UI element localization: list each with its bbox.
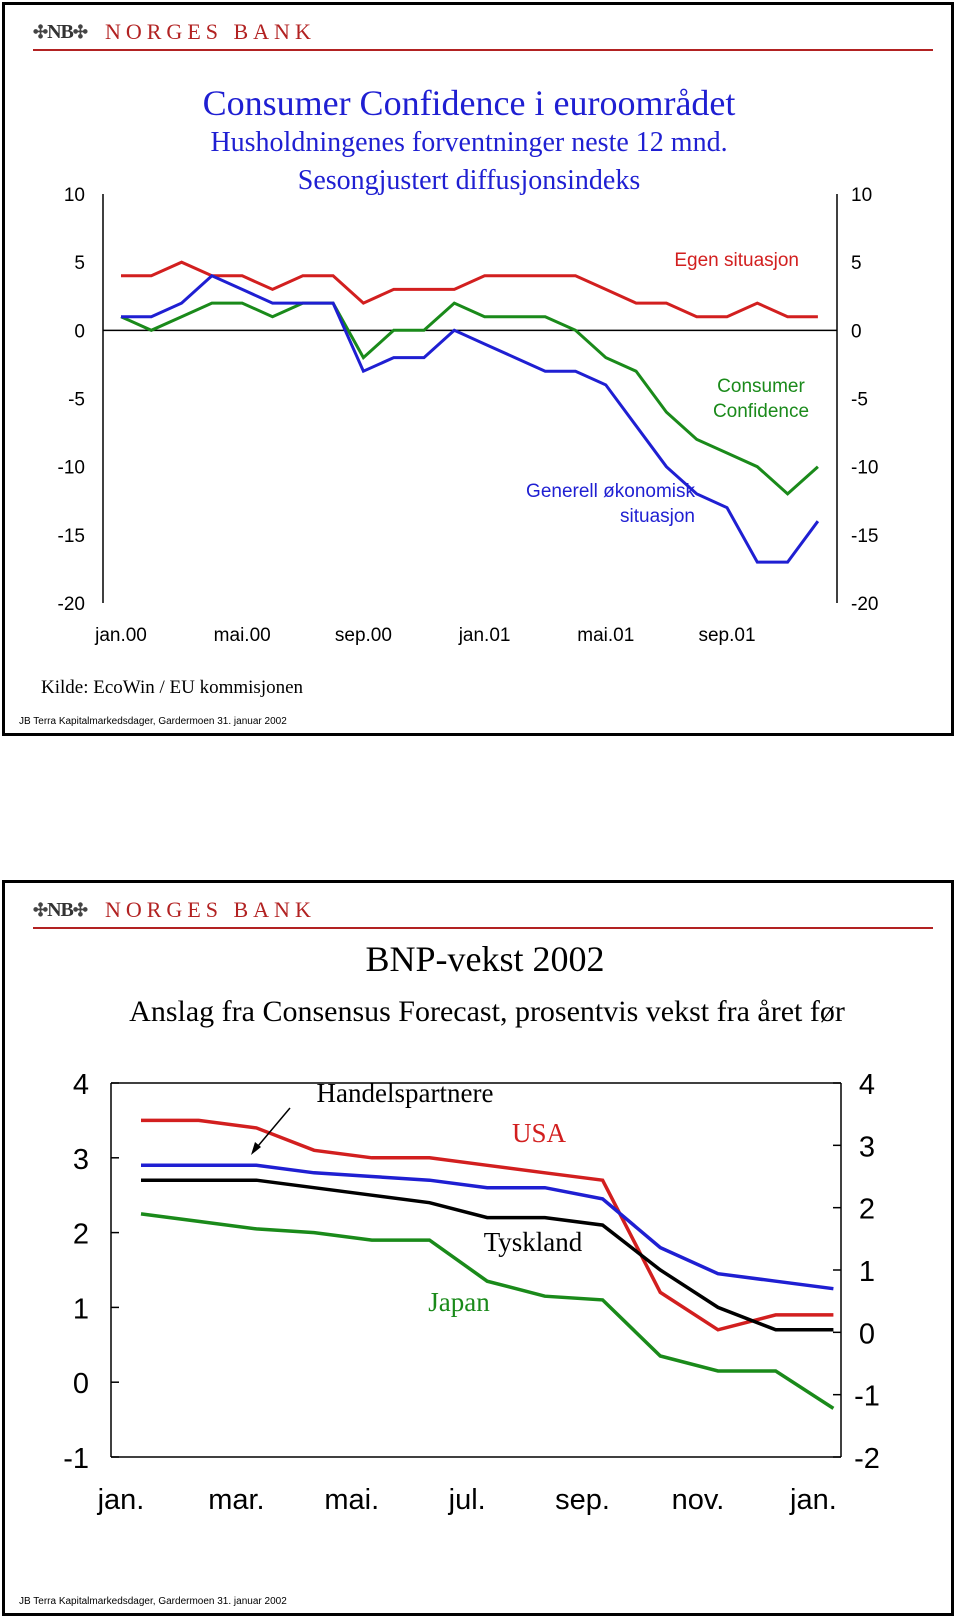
y-tick-label-right: 2 <box>858 1193 876 1226</box>
y-tick-label-right: 3 <box>858 1131 876 1164</box>
label-confidence: Confidence <box>712 401 810 422</box>
x-tick-label: sep.01 <box>698 625 756 646</box>
y-tick-label-right: 0 <box>858 1318 876 1351</box>
x-tick-label: mai.01 <box>577 625 635 646</box>
y-tick-label-right: -15 <box>851 525 879 547</box>
label-egen-situasjon: Egen situasjon <box>674 250 799 271</box>
label-consumer: Consumer <box>717 376 805 397</box>
x-tick-label: mar. <box>208 1484 265 1516</box>
slide-bnp-vekst <box>2 880 954 1616</box>
y-tick-label-right: -20 <box>851 594 879 615</box>
nb-logo-mark: ✣NB✣ <box>33 20 87 43</box>
chart-subtitle: Anslag fra Consensus Forecast, prosentvis vekst fra året før <box>129 995 845 1028</box>
label-situasjon: situasjon <box>620 506 695 527</box>
x-tick-label: jan. <box>790 1484 837 1516</box>
logo-text: NORGES BANK <box>104 19 316 44</box>
chart-title: Consumer Confidence i euroområdet <box>202 83 736 123</box>
bnp-vekst-chart <box>5 883 951 1613</box>
label-handelspartnere: Handelspartnere <box>316 1078 494 1108</box>
x-tick-label: mai. <box>324 1484 380 1516</box>
y-tick-label-left: 0 <box>72 1368 89 1401</box>
y-tick-label-left: -10 <box>57 457 85 479</box>
consumer-confidence-chart <box>5 5 951 733</box>
label-japan: Japan <box>428 1287 490 1317</box>
x-tick-label: jan.01 <box>458 625 511 646</box>
x-tick-label: jan.00 <box>95 625 147 646</box>
label-tyskland: Tyskland <box>483 1227 583 1257</box>
y-tick-label-right: 4 <box>858 1069 876 1101</box>
chart-subtitle-line-2: Sesongjustert diffusjonsindeks <box>297 165 641 196</box>
y-tick-label-left: 4 <box>72 1069 89 1101</box>
chart-source: Kilde: EcoWin / EU kommisjonen <box>41 677 304 698</box>
label-usa: USA <box>511 1118 567 1148</box>
y-tick-label-left: 10 <box>63 185 85 206</box>
slide-consumer-confidence <box>2 2 954 736</box>
x-tick-label: sep. <box>555 1484 611 1516</box>
x-tick-label: jan. <box>97 1484 145 1516</box>
y-tick-label-left: 0 <box>74 321 85 343</box>
chart-title: BNP-vekst 2002 <box>365 939 605 979</box>
nb-logo-mark: ✣NB✣ <box>33 898 87 921</box>
label-generell-okonomisk: Generell økonomisk <box>526 481 695 502</box>
series-line-consumer-confidence <box>121 303 818 494</box>
y-tick-label-right: -5 <box>851 389 868 411</box>
x-tick-label: nov. <box>671 1484 725 1516</box>
footer-text: JB Terra Kapitalmarkedsdager, Gardermoen 31. januar 2002 <box>19 1596 287 1607</box>
y-tick-label-right: -10 <box>851 457 879 479</box>
y-tick-label-left: -20 <box>57 594 85 615</box>
y-tick-label-left: 1 <box>72 1293 89 1326</box>
x-tick-label: mai.00 <box>213 625 271 646</box>
y-tick-label-right: 1 <box>858 1256 876 1288</box>
y-tick-label-left: -1 <box>63 1443 89 1475</box>
y-tick-label-right: 5 <box>851 253 862 275</box>
y-tick-label-right: -2 <box>854 1443 880 1475</box>
y-tick-label-left: 5 <box>74 253 85 275</box>
x-tick-label: jul. <box>448 1484 486 1516</box>
y-tick-label-left: 3 <box>72 1143 89 1176</box>
chart-series <box>141 1120 833 1408</box>
y-tick-label-left: 2 <box>72 1218 89 1251</box>
chart-subtitle-line-1: Husholdningenes forventninger neste 12 mnd. <box>210 127 728 158</box>
footer-text: JB Terra Kapitalmarkedsdager, Gardermoen 31. januar 2002 <box>19 716 287 727</box>
y-tick-label-left: -5 <box>68 389 85 411</box>
y-tick-label-right: -1 <box>854 1380 880 1413</box>
logo-text: NORGES BANK <box>104 897 316 922</box>
y-tick-label-right: 0 <box>851 321 862 343</box>
y-tick-label-left: -15 <box>57 525 85 547</box>
x-tick-label: sep.00 <box>334 625 392 646</box>
y-tick-label-right: 10 <box>851 185 873 206</box>
